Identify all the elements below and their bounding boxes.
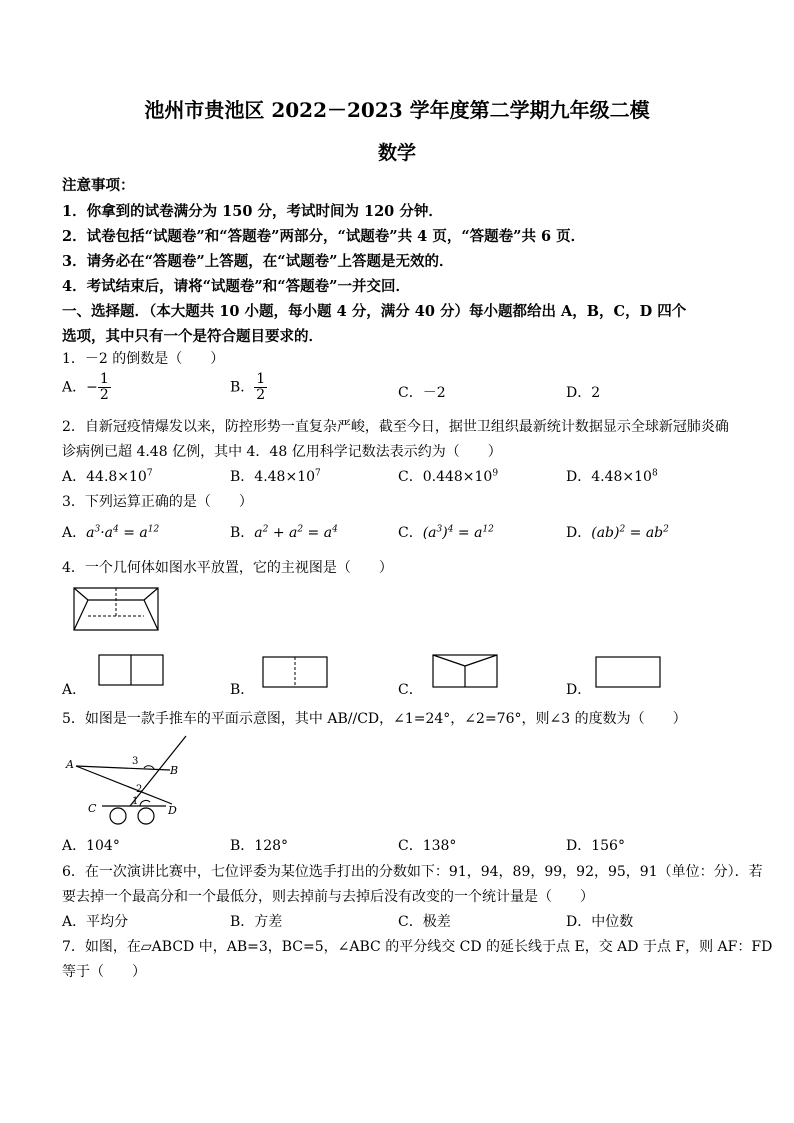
- notice-item-2: 2．试卷包括“试题卷”和“答题卷”两部分，“试题卷”共 4 页，“答题卷”共 6 页．: [62, 228, 586, 245]
- page-title: 池州市贵池区 2022－2023 学年度第二学期九年级二模: [144, 98, 650, 122]
- q5-label-angle2: 2: [136, 784, 143, 795]
- q4-option-a-label: A．: [62, 682, 87, 698]
- q5-label-b: B: [170, 764, 179, 777]
- q5-wheel-left: [110, 808, 126, 824]
- q4-option-d-figure: [595, 656, 661, 688]
- q2-b-exp: 7: [315, 468, 321, 479]
- q1-a-num: 1: [99, 371, 109, 387]
- q1-b-fraction: [254, 372, 267, 403]
- notice-item-3: 3．请务必在“答题卷”上答题，在“试题卷”上答题是无效的．: [62, 253, 454, 270]
- q5-option-d: D．156°: [566, 838, 625, 854]
- section-heading-line2: 选项，其中只有一个是符合题目要求的．: [62, 328, 323, 345]
- q2-option-c: [398, 466, 498, 486]
- q1-a-label: A．: [62, 379, 87, 396]
- q3-option-b: B．$a^2 + a^2 = a^4$: [230, 524, 338, 541]
- notice-item-1: 1．你拿到的试卷满分为 150 分，考试时间为 120 分钟．: [62, 203, 443, 220]
- q4-option-d-label: D．: [566, 682, 592, 698]
- q5-label-d: D: [168, 804, 177, 817]
- q5-label-angle3: 3: [132, 756, 139, 767]
- q3-option-d: D．$(ab)^2 = ab^2$: [566, 524, 669, 541]
- notice-heading: 注意事项：: [62, 177, 135, 194]
- q4-solid-figure: [72, 586, 162, 634]
- q1-a-fraction: [98, 372, 111, 403]
- q1-a-den: 2: [99, 387, 109, 403]
- q2-d-label: D．: [566, 469, 592, 485]
- q4-option-c-label: C．: [398, 682, 423, 698]
- q2-line1: 2．自新冠疫情爆发以来，防控形势一直复杂严峻，截至今日，据世卫组织最新统计数据显示全球新冠肺炎确: [62, 419, 729, 435]
- q2-option-d: [566, 466, 658, 486]
- q3-stem: 3．下列运算正确的是（ ）: [62, 494, 253, 510]
- q6-option-c: C．极差: [398, 914, 451, 930]
- subject-title: 数学: [377, 142, 416, 164]
- q6-line1: 6．在一次演讲比赛中，七位评委为某位选手打出的分数如下：91，94，89，99，92，95，91（单位：分）．若: [62, 864, 763, 880]
- q5-stem: 5．如图是一款手推车的平面示意图，其中 AB//CD，∠1=24°，∠2=76°，则∠3 的度数为（ ）: [62, 711, 687, 727]
- q2-c-exp: 9: [492, 468, 499, 479]
- q6-option-a: A．平均分: [62, 914, 129, 930]
- q5-label-c: C: [88, 802, 97, 815]
- q2-a-label: A．: [62, 469, 87, 485]
- q1-option-d: D．2: [566, 385, 601, 401]
- q1-b-num: 1: [256, 371, 266, 387]
- q1-b-den: 2: [256, 387, 266, 403]
- q2-option-a: [62, 466, 153, 486]
- q2-c-base: 0.448×10: [422, 469, 493, 485]
- q1-option-a: [62, 372, 111, 403]
- q5-option-b: B．128°: [230, 838, 289, 854]
- q5-label-angle1: 1: [132, 796, 139, 807]
- q5-line-ab: [76, 766, 170, 770]
- q2-option-b: [230, 466, 321, 486]
- notice-item-4: 4．考试结束后，请将“试题卷”和“答题卷”一并交回．: [62, 278, 410, 295]
- q3-option-a: A．$a^3\cdot a^4 = a^{12}$: [62, 524, 160, 541]
- q3-a-label: A．: [62, 525, 87, 541]
- q6-option-b: B．方差: [230, 914, 283, 930]
- q2-a-exp: 7: [146, 468, 153, 479]
- q4-option-b-label: B．: [230, 682, 255, 698]
- q3-c-label: C．: [398, 525, 423, 541]
- q2-b-label: B．: [230, 469, 255, 485]
- q5-option-a: A．104°: [62, 838, 120, 854]
- q2-d-exp: 8: [651, 468, 658, 479]
- q5-wheel-right: [138, 808, 154, 824]
- q3-b-label: B．: [230, 525, 255, 541]
- q4-stem: 4．一个几何体如图水平放置，它的主视图是（ ）: [62, 560, 393, 576]
- q4-option-a-figure: [98, 654, 164, 686]
- q1-option-b: [230, 372, 267, 403]
- q1-b-label: B．: [230, 379, 255, 396]
- q6-line2: 要去掉一个最高分和一个最低分，则去掉前与去掉后没有改变的一个统计量是（ ）: [62, 889, 594, 905]
- q2-d-base: 4.48×10: [591, 469, 652, 485]
- q4-option-c-figure: [432, 654, 498, 688]
- q3-option-c: C．$(a^3)^4 = a^{12}$: [398, 524, 494, 541]
- q1-a-sign: −: [86, 379, 98, 396]
- q3-d-label: D．: [566, 525, 592, 541]
- q2-c-label: C．: [398, 469, 423, 485]
- q2-line2: 诊病例已超 4.48 亿例，其中 4．48 亿用科学记数法表示约为（ ）: [62, 444, 502, 460]
- q7-line1: 7．如图，在▱ABCD 中，AB=3，BC=5，∠ABC 的平分线交 CD 的延长线于点 E，交 AD 于点 F，则 AF：FD: [62, 939, 773, 955]
- q4-option-b-figure: [262, 656, 328, 688]
- q2-b-base: 4.48×10: [254, 469, 316, 485]
- q2-a-base: 44.8×10: [86, 469, 147, 485]
- q5-label-a: A: [66, 758, 74, 771]
- q1-stem: 1．－2 的倒数是（ ）: [62, 351, 225, 367]
- q6-option-d: D．中位数: [566, 914, 634, 930]
- section-heading-line1: 一、选择题．（本大题共 10 小题，每小题 4 分，满分 40 分）每小题都给出 A，B，C，D 四个: [62, 303, 687, 320]
- q1-option-c: C．－2: [398, 385, 446, 401]
- q5-cart-figure: [62, 734, 192, 828]
- q5-option-c: C．138°: [398, 838, 457, 854]
- q7-line2: 等于（ ）: [62, 964, 146, 980]
